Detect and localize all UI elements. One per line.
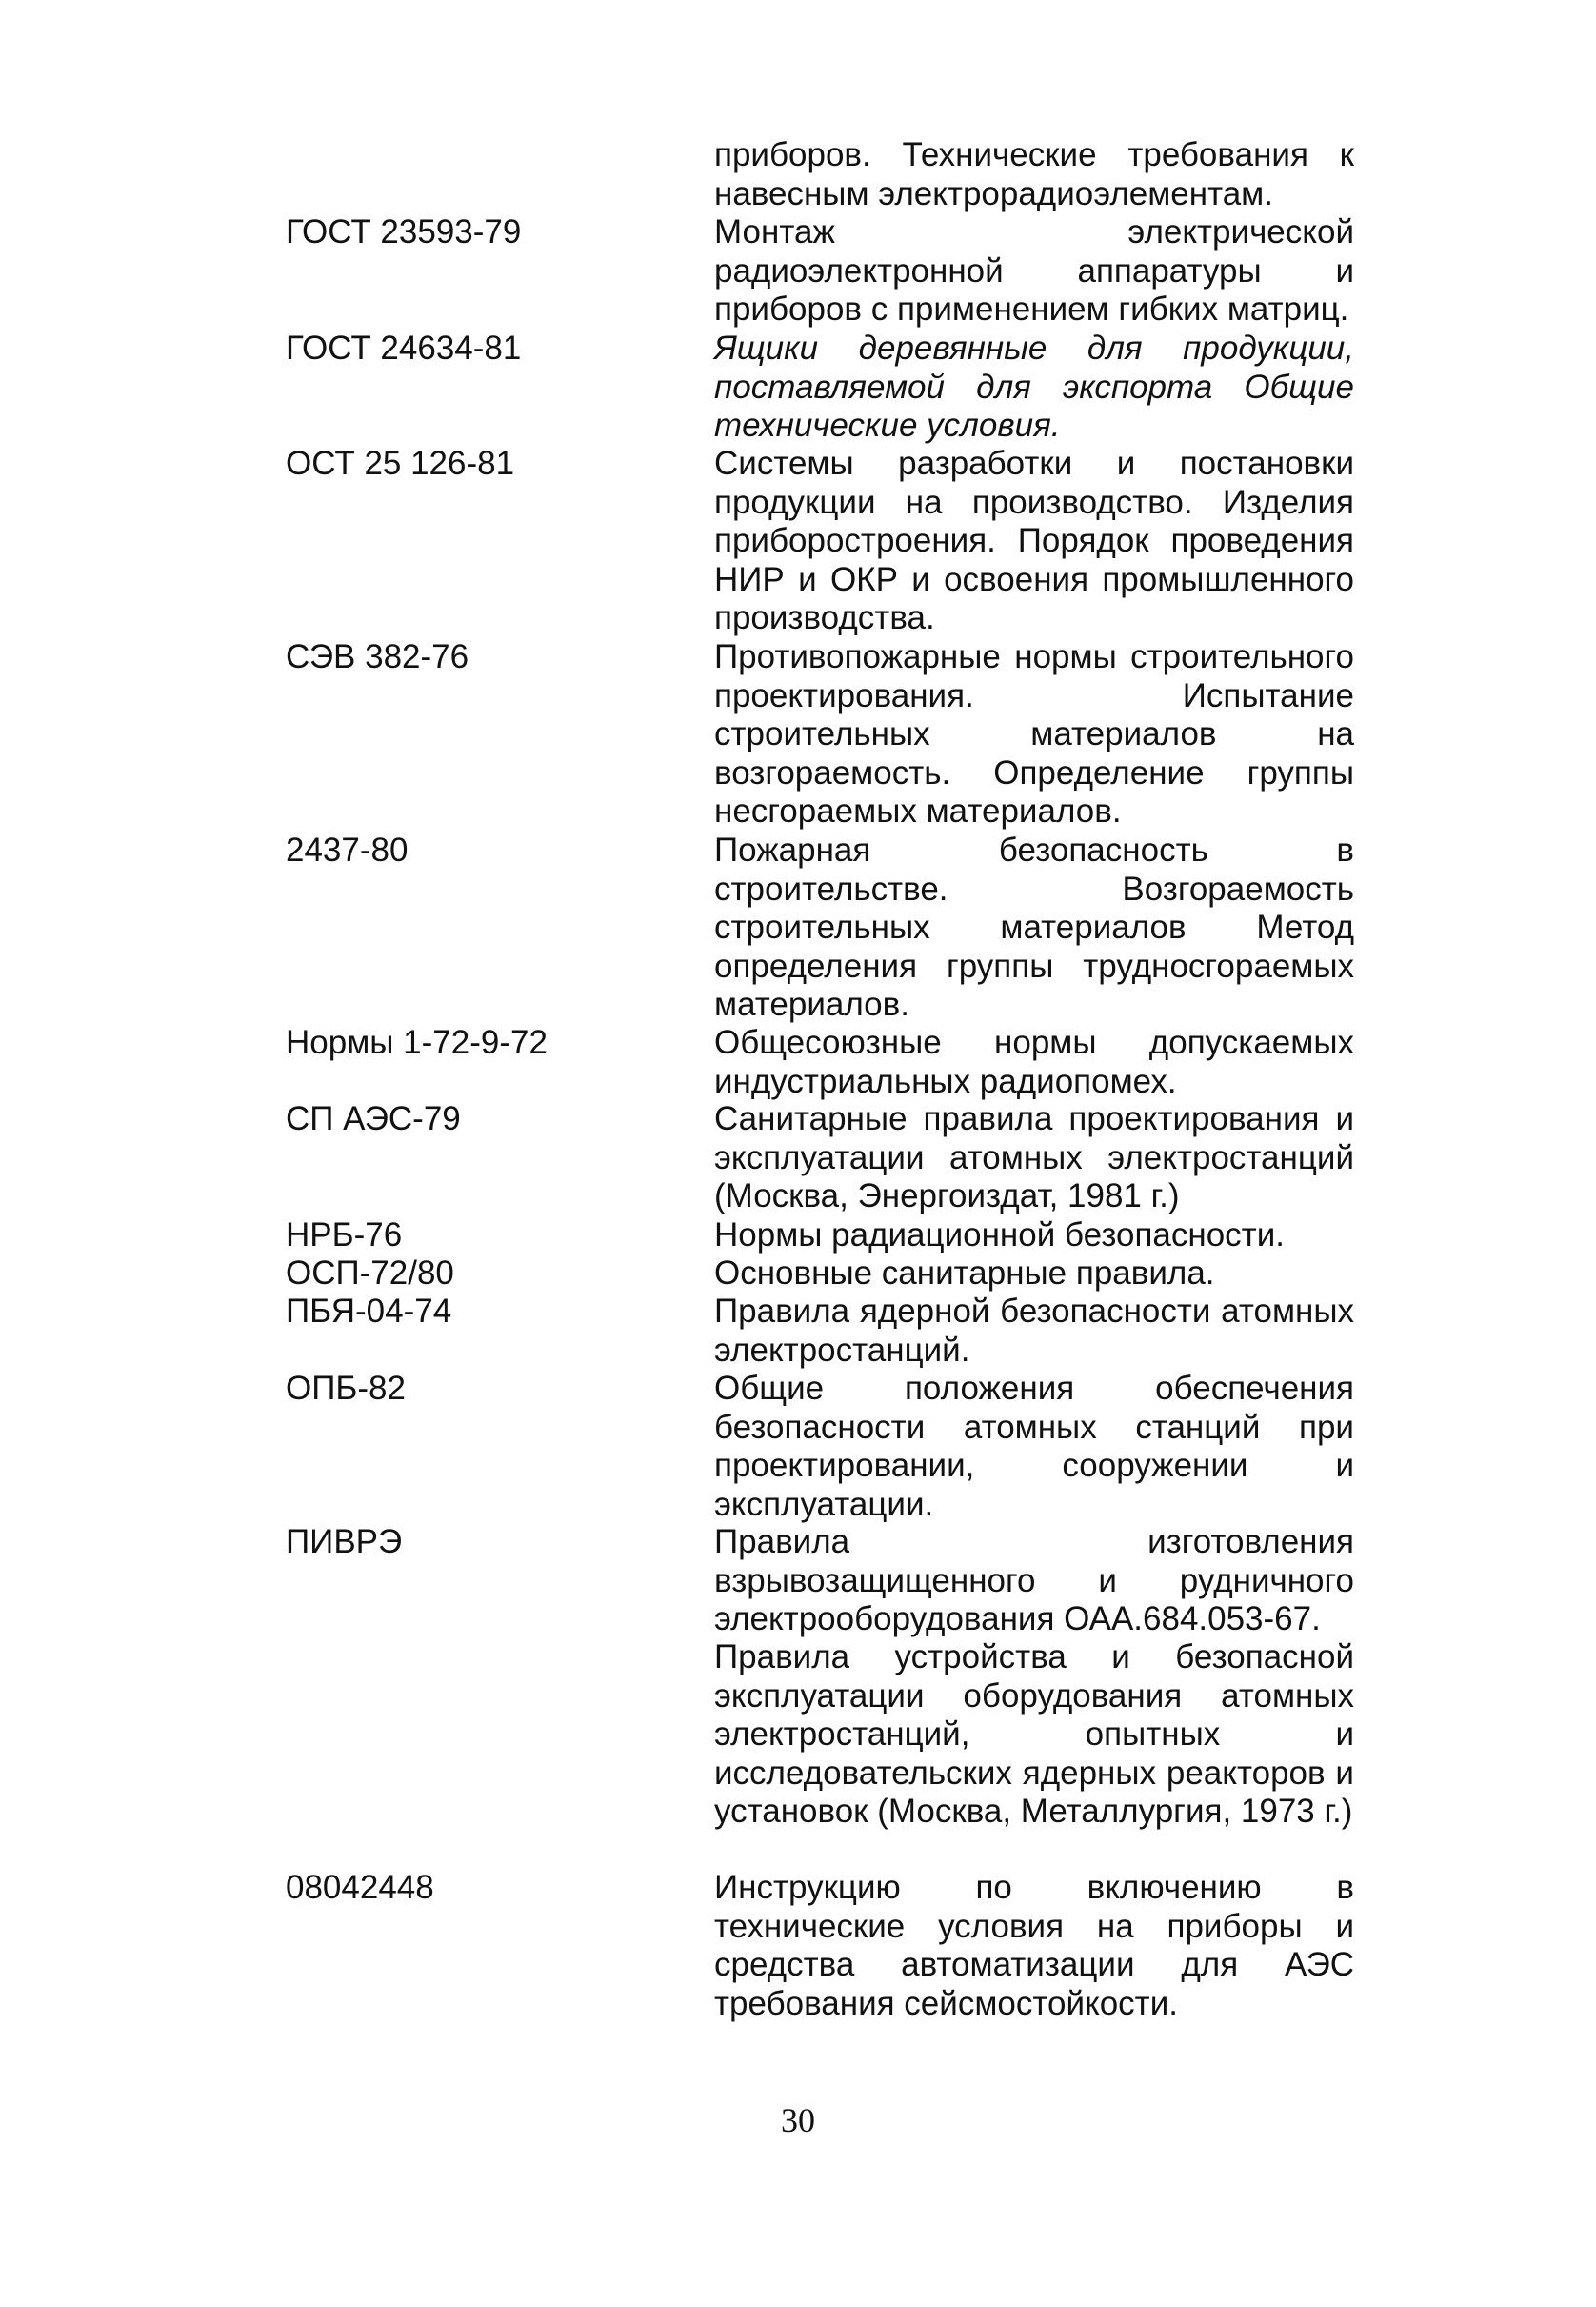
entry-description: Монтаж электрической радиоэлектронной аппаратуры и приборов с применением гибких матриц.	[714, 213, 1354, 328]
entry-description: Противопожарные нормы строительного проектирования. Испытание строительных материалов на возгораемость. Определение группы несгораемых материалов.	[714, 638, 1354, 830]
entry-code: СЭВ 382-76	[286, 638, 469, 675]
entry-code: 2437-80	[286, 832, 409, 869]
entry-code: ОПБ-82	[286, 1370, 406, 1407]
entry-description: Правила устройства и безопасной эксплуатации оборудования атомных электростанций, опытных и исследовательских ядерных реакторов и установок (Москва, Металлургия, 1973 г.)	[714, 1638, 1354, 1830]
entry-description: Правила ядерной безопасности атомных электростанций.	[714, 1293, 1354, 1369]
entry-description: Системы разработки и постановки продукции на производство. Изделия приборостроения. Порядок проведения НИР и ОКР и освоения промышленного производства.	[714, 445, 1354, 636]
entry-description: Инструкцию по включению в технические условия на приборы и средства автоматизации для АЭС требования сейсмостойкости.	[714, 1869, 1354, 2022]
entry-code: ПИВРЭ	[286, 1523, 403, 1560]
entry-code: ГОСТ 24634-81	[286, 330, 522, 367]
entry-description: Ящики деревянные для продукции, поставляемой для экспорта Общие технические условия.	[714, 330, 1354, 444]
entry-description: Основные санитарные правила.	[714, 1254, 1215, 1292]
entry-description: приборов. Технические требования к навесным электрорадиоэлементам.	[714, 136, 1354, 212]
entry-description: Общесоюзные нормы допускаемых индустриальных радиопомех.	[714, 1024, 1354, 1100]
entry-code: Нормы 1-72-9-72	[286, 1024, 548, 1061]
entry-description: Санитарные правила проектирования и эксплуатации атомных электростанций (Москва, Энергоиздат, 1981 г.)	[714, 1100, 1354, 1214]
entry-code: ОСТ 25 126-81	[286, 445, 515, 482]
entry-code: ОСП-72/80	[286, 1254, 454, 1292]
entry-code: 08042448	[286, 1869, 434, 1906]
page-number: 30	[781, 2101, 815, 2139]
entry-description: Пожарная безопасность в строительстве. Возгораемость строительных материалов Метод определения группы трудносгораемых материалов.	[714, 832, 1354, 1023]
entry-code: НРБ-76	[286, 1216, 403, 1254]
entry-description: Правила изготовления взрывозащищенного и рудничного электрооборудования ОАА.684.053-67.	[714, 1523, 1354, 1637]
entry-description: Нормы радиационной безопасности.	[714, 1216, 1285, 1254]
entry-code: ПБЯ-04-74	[286, 1293, 452, 1330]
entry-code: ГОСТ 23593-79	[286, 213, 522, 251]
entry-description: Общие положения обеспечения безопасности атомных станций при проектировании, сооружении и эксплуатации.	[714, 1370, 1354, 1523]
entry-code: СП АЭС-79	[286, 1100, 461, 1137]
